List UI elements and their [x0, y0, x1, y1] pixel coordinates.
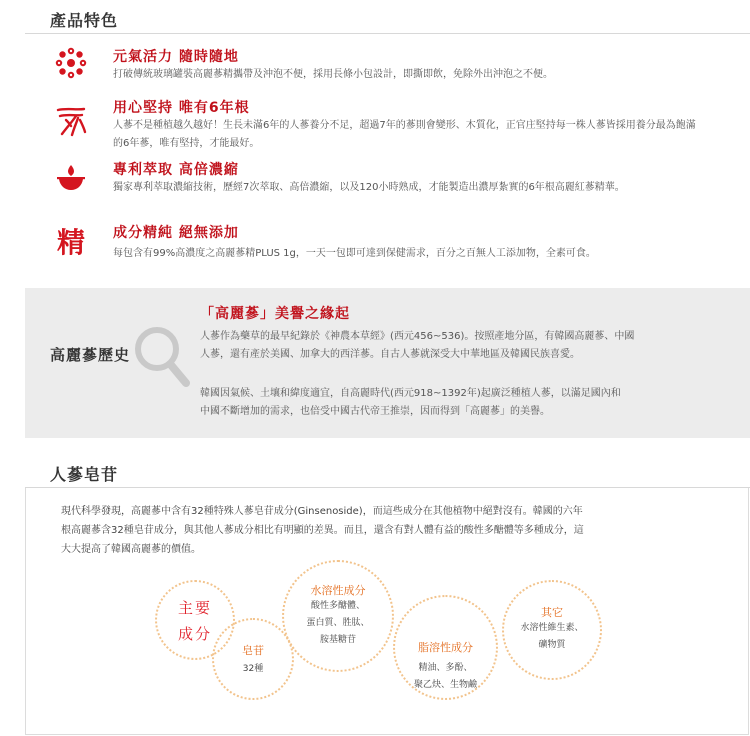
water-soluble-line1: 酸性多醣體、: [310, 601, 365, 611]
saponin-heading: 人蔘皂苷: [50, 465, 119, 484]
water-soluble-circle: [282, 560, 394, 672]
jing-character-icon: [53, 223, 89, 259]
fat-soluble-title: 脂溶性成分: [418, 641, 473, 654]
history-para2-line2: 中國不斷增加的需求，也倍受中國古代帝王推崇，因而得到「高麗蔘」的美譽。: [200, 406, 550, 417]
water-soluble-line2: 蛋白質、胜肽、: [306, 618, 370, 628]
magnifier-icon: [133, 325, 193, 395]
feature-title-1: 元氣活力 隨時隨地: [113, 49, 239, 65]
feature-desc-4: 每包含有99%高濃度之高麗蔘精PLUS 1g，一天一包即可達到保健需求，百分之百無人工添加物，全素可食。: [113, 248, 596, 259]
history-para1-line2: 人蔘，還有產於美國、加拿大的西洋蔘。自古人蔘就深受大中華地區及韓國民族喜愛。: [200, 349, 580, 360]
history-title: 「高麗蔘」美譽之緣起: [200, 306, 350, 322]
saponin-circle: [212, 618, 294, 700]
feature-title-2: 用心堅持 唯有6年根: [113, 100, 250, 116]
main-ingredient-line2: 成分: [177, 625, 212, 643]
other-line1: 水溶性維生素、: [520, 623, 584, 633]
saponin-para-line1: 現代科學發現，高麗蔘中含有32種特殊人蔘皂苷成分(Ginsenoside)，而這些成分在其他植物中絕對沒有。韓國的六年: [61, 506, 583, 517]
fat-soluble-line2: 聚乙炔、生物鹼: [413, 680, 477, 690]
saponin-para-line3: 大大提高了韓國高麗蔘的價值。: [61, 544, 201, 555]
other-circle: [502, 580, 602, 680]
other-title: 其它: [541, 606, 563, 619]
features-heading: 產品特色: [50, 11, 119, 30]
history-para1-line1: 人蔘作為藥草的最早紀錄於《神農本草經》(西元456~536)。按照產地分區，有韓國高麗蔘、中國: [200, 331, 635, 342]
feature-desc-2: 人蔘不是種植越久越好！生長未滿6年的人蔘養分不足，超過7年的蔘則會變形、木質化，正官庄堅持每一株人蔘皆採用養分最為飽滿的6年蔘，唯有堅持，才能最好。: [113, 120, 696, 149]
flame-bowl-icon: [53, 160, 89, 196]
water-soluble-title: 水溶性成分: [310, 584, 366, 597]
main-ingredient-line1: 主要: [177, 599, 212, 617]
fat-soluble-line1: 精油、多酚、: [418, 663, 473, 673]
features-divider: [25, 33, 750, 34]
feature-title-4: 成分精純 絕無添加: [113, 225, 239, 241]
sun-burst-icon: [53, 45, 89, 81]
feature-desc-1: 打破傳統玻璃罐裝高麗蔘精攜帶及沖泡不便，採用長條小包設計，即撕即飲，免除外出沖泡之不便。: [113, 69, 553, 80]
feature-desc-3: 獨家專利萃取濃縮技術，歷經7次萃取、高倍濃縮，以及120小時熟成，才能製造出濃厚紮實的6年根高麗紅蔘精華。: [113, 182, 625, 193]
saponin-circle-title: 皂苷: [242, 644, 264, 657]
water-soluble-line3: 胺基糖苷: [319, 635, 356, 645]
jing-character-glyph: 精: [56, 226, 85, 259]
saponin-para-line2: 根高麗蔘含32種皂苷成分，與其他人蔘成分相比有明顯的差異。而且，還含有對人體有益的酸性多醣體等多種成分，這: [61, 525, 584, 536]
other-line2: 礦物質: [538, 640, 566, 650]
fat-soluble-circle: [393, 595, 498, 700]
feature-title-3: 專利萃取 高倍濃縮: [113, 162, 239, 178]
history-para2-line1: 韓國因氣候、土壤和緯度適宜，自高麗時代(西元918~1392年)起廣泛種植人蔘，以滿足國內和: [200, 388, 621, 399]
ginseng-root-icon: [53, 103, 89, 139]
history-label: 高麗蔘歷史: [50, 346, 131, 364]
saponin-circle-count: 32種: [242, 664, 264, 674]
